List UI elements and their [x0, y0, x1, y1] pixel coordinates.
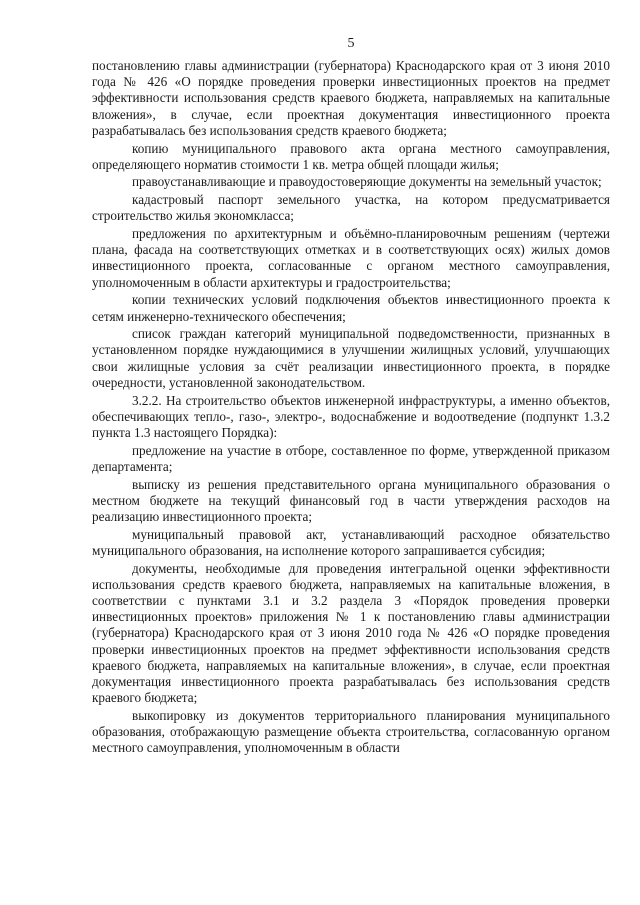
paragraph: кадастровый паспорт земельного участка, на котором предусматривается строительство жилья экономкласса;	[92, 192, 610, 224]
paragraph: муниципальный правовой акт, устанавливающий расходное обязательство муниципального образования, на исполнение которого запрашивается субсидия;	[92, 526, 610, 558]
paragraph: правоустанавливающие и правоудостоверяющие документы на земельный участок;	[132, 174, 602, 190]
document-body	[92, 58, 610, 757]
paragraph: выкопировку из документов территориального планирования муниципального образования, отображающую размещение объекта строительства, согласованную органом местного самоуправления, уполномоченным в области	[92, 707, 610, 756]
paragraph: копии технических условий подключения объектов инвестиционного проекта к сетям инженерно-технического обеспечения;	[92, 292, 610, 324]
paragraph: копию муниципального правового акта органа местного самоуправления, определяющего норматив стоимости 1 кв. метра общей площади жилья;	[92, 140, 610, 172]
paragraph: документы, необходимые для проведения интегральной оценки эффективности использования средств краевого бюджета, направляемых на капитальные вложения, в соответствии с пунктами 3.1 и 3.2 раздела 3 «Порядок проведения проверки инвестиционных проектов» приложения № 1 к постановлению главы администрации (губернатора) Краснодарского края от 3 июня 2010 года № 426 «О порядке проведения проверки инвестиционных проектов на предмет эффективности использования средств краевого бюджета, направляемых на капитальные вложения», в случае, если проектная документация инвестиционного проекта разрабатывалась без использования средств краевого бюджета;	[92, 560, 610, 706]
paragraph: 3.2.2. На строительство объектов инженерной инфраструктуры, а именно объектов, обеспечивающих тепло-, газо-, электро-, водоснабжение и водоотведение (подпункт 1.3.2 пункта 1.3 настоящего Порядка):	[92, 392, 610, 440]
paragraph: постановлению главы администрации (губернатора) Краснодарского края от 3 июня 2010 года № 426 «О порядке проведения проверки инвестиционных проектов на предмет эффективности использования средств краевого бюджета, направляемых на капитальные вложения», в случае, если проектная документация инвестиционного проекта разрабатывалась без использования средств краевого бюджета;	[92, 58, 610, 138]
paragraph: список граждан категорий муниципальной подведомственности, признанных в установленном порядке нуждающимися в улучшении жилищных условий, улучшающих свои жилищные условия за счёт реализации инвестиционного проекта, в порядке очередности, установленной законодательством.	[92, 326, 610, 390]
paragraph: выписку из решения представительного органа муниципального образования о местном бюджете на текущий финансовый год в части утверждения расходов на реализацию инвестиционного проекта;	[92, 476, 610, 524]
page-number: 5	[347, 36, 355, 51]
paragraph: предложения по архитектурным и объёмно-планировочным решениям (чертежи плана, фасада на соответствующих отметках и в соответствующих осях) жилых домов инвестиционного проекта, согласованные с органом местного самоуправления, уполномоченным в области архитектуры и градостроительства;	[92, 226, 610, 290]
paragraph: предложение на участие в отборе, составленное по форме, утвержденной приказом департамента;	[92, 442, 610, 474]
